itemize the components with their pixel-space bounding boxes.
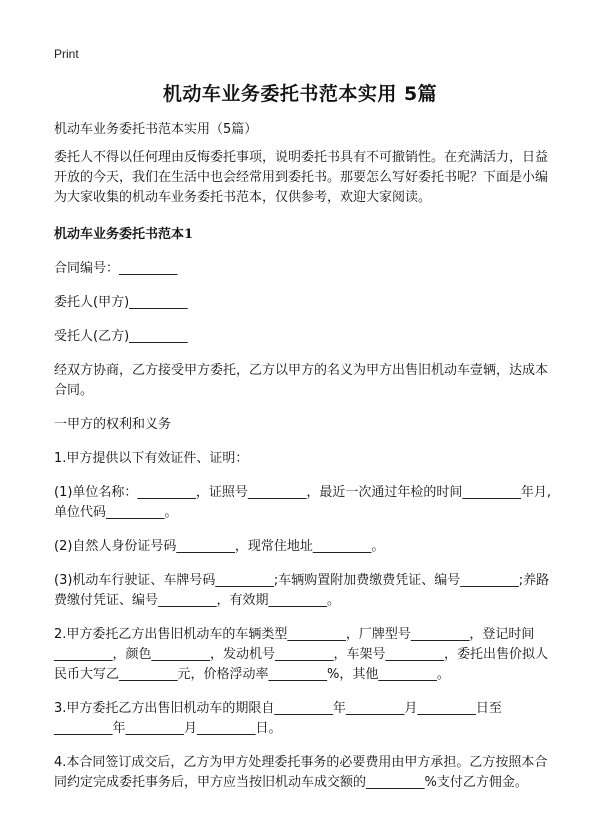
principal-field: 委托人(甲方)_________ [54, 295, 188, 310]
subtitle: 机动车业务委托书范本实用（5篇） [54, 122, 258, 137]
clause-1-2: (2)自然人身份证号码_________，现常住地址_________。 [54, 539, 385, 554]
print-link[interactable]: Print [54, 47, 79, 61]
section-heading: 机动车业务委托书范本1 [54, 227, 194, 242]
clause-1-3: (3)机动车行驶证、车牌号码_________;车辆购置附加费缴费凭证、编号_________;养路费缴付凭证、编号_________，有效期_________。 [54, 573, 550, 608]
clause-2: 2.甲方委托乙方出售旧机动车的车辆类型_________，厂牌型号_________，登记时间_________，颜色_________，发动机号_________，车架号_________，委托出售价拟人民币大写乙_________元，价格浮动率_________%，其他_________。 [54, 627, 549, 682]
contract-number-field: 合同编号：_________ [54, 261, 178, 276]
agent-field: 受托人(乙方)_________ [54, 329, 188, 344]
rights-heading: 一甲方的权利和义务 [54, 417, 172, 432]
clause-3: 3.甲方委托乙方出售旧机动车的期限自_________年_________月_________日至_________年_________月_________日。 [54, 701, 502, 736]
page-title: 机动车业务委托书范本实用 5篇 [162, 83, 438, 105]
clause-4: 4.本合同签订成交后，乙方为甲方处理委托事务的必要费用由甲方承担。乙方按照本合同约定完成委托事务后，甲方应当按旧机动车成交额的_________%支付乙方佣金。 [54, 755, 548, 790]
agreement-paragraph: 经双方协商，乙方接受甲方委托，乙方以甲方的名义为甲方出售旧机动车壹辆，达成本合同。 [54, 363, 549, 398]
document-body [54, 120, 554, 807]
intro-paragraph: 委托人不得以任何理由反悔委托事项，说明委托书具有不可撤销性。在充满活力，日益开放的今天，我们在生活中也会经常用到委托书。那要怎么写好委托书呢？下面是小编为大家收集的机动车业务委托书范本，仅供参考，欢迎大家阅读。 [54, 150, 549, 205]
clause-1: 1.甲方提供以下有效证件、证明： [54, 451, 249, 466]
clause-1-1: (1)单位名称：_________，证照号_________，最近一次通过年检的时间_________年月,单位代码_________。 [54, 485, 552, 520]
